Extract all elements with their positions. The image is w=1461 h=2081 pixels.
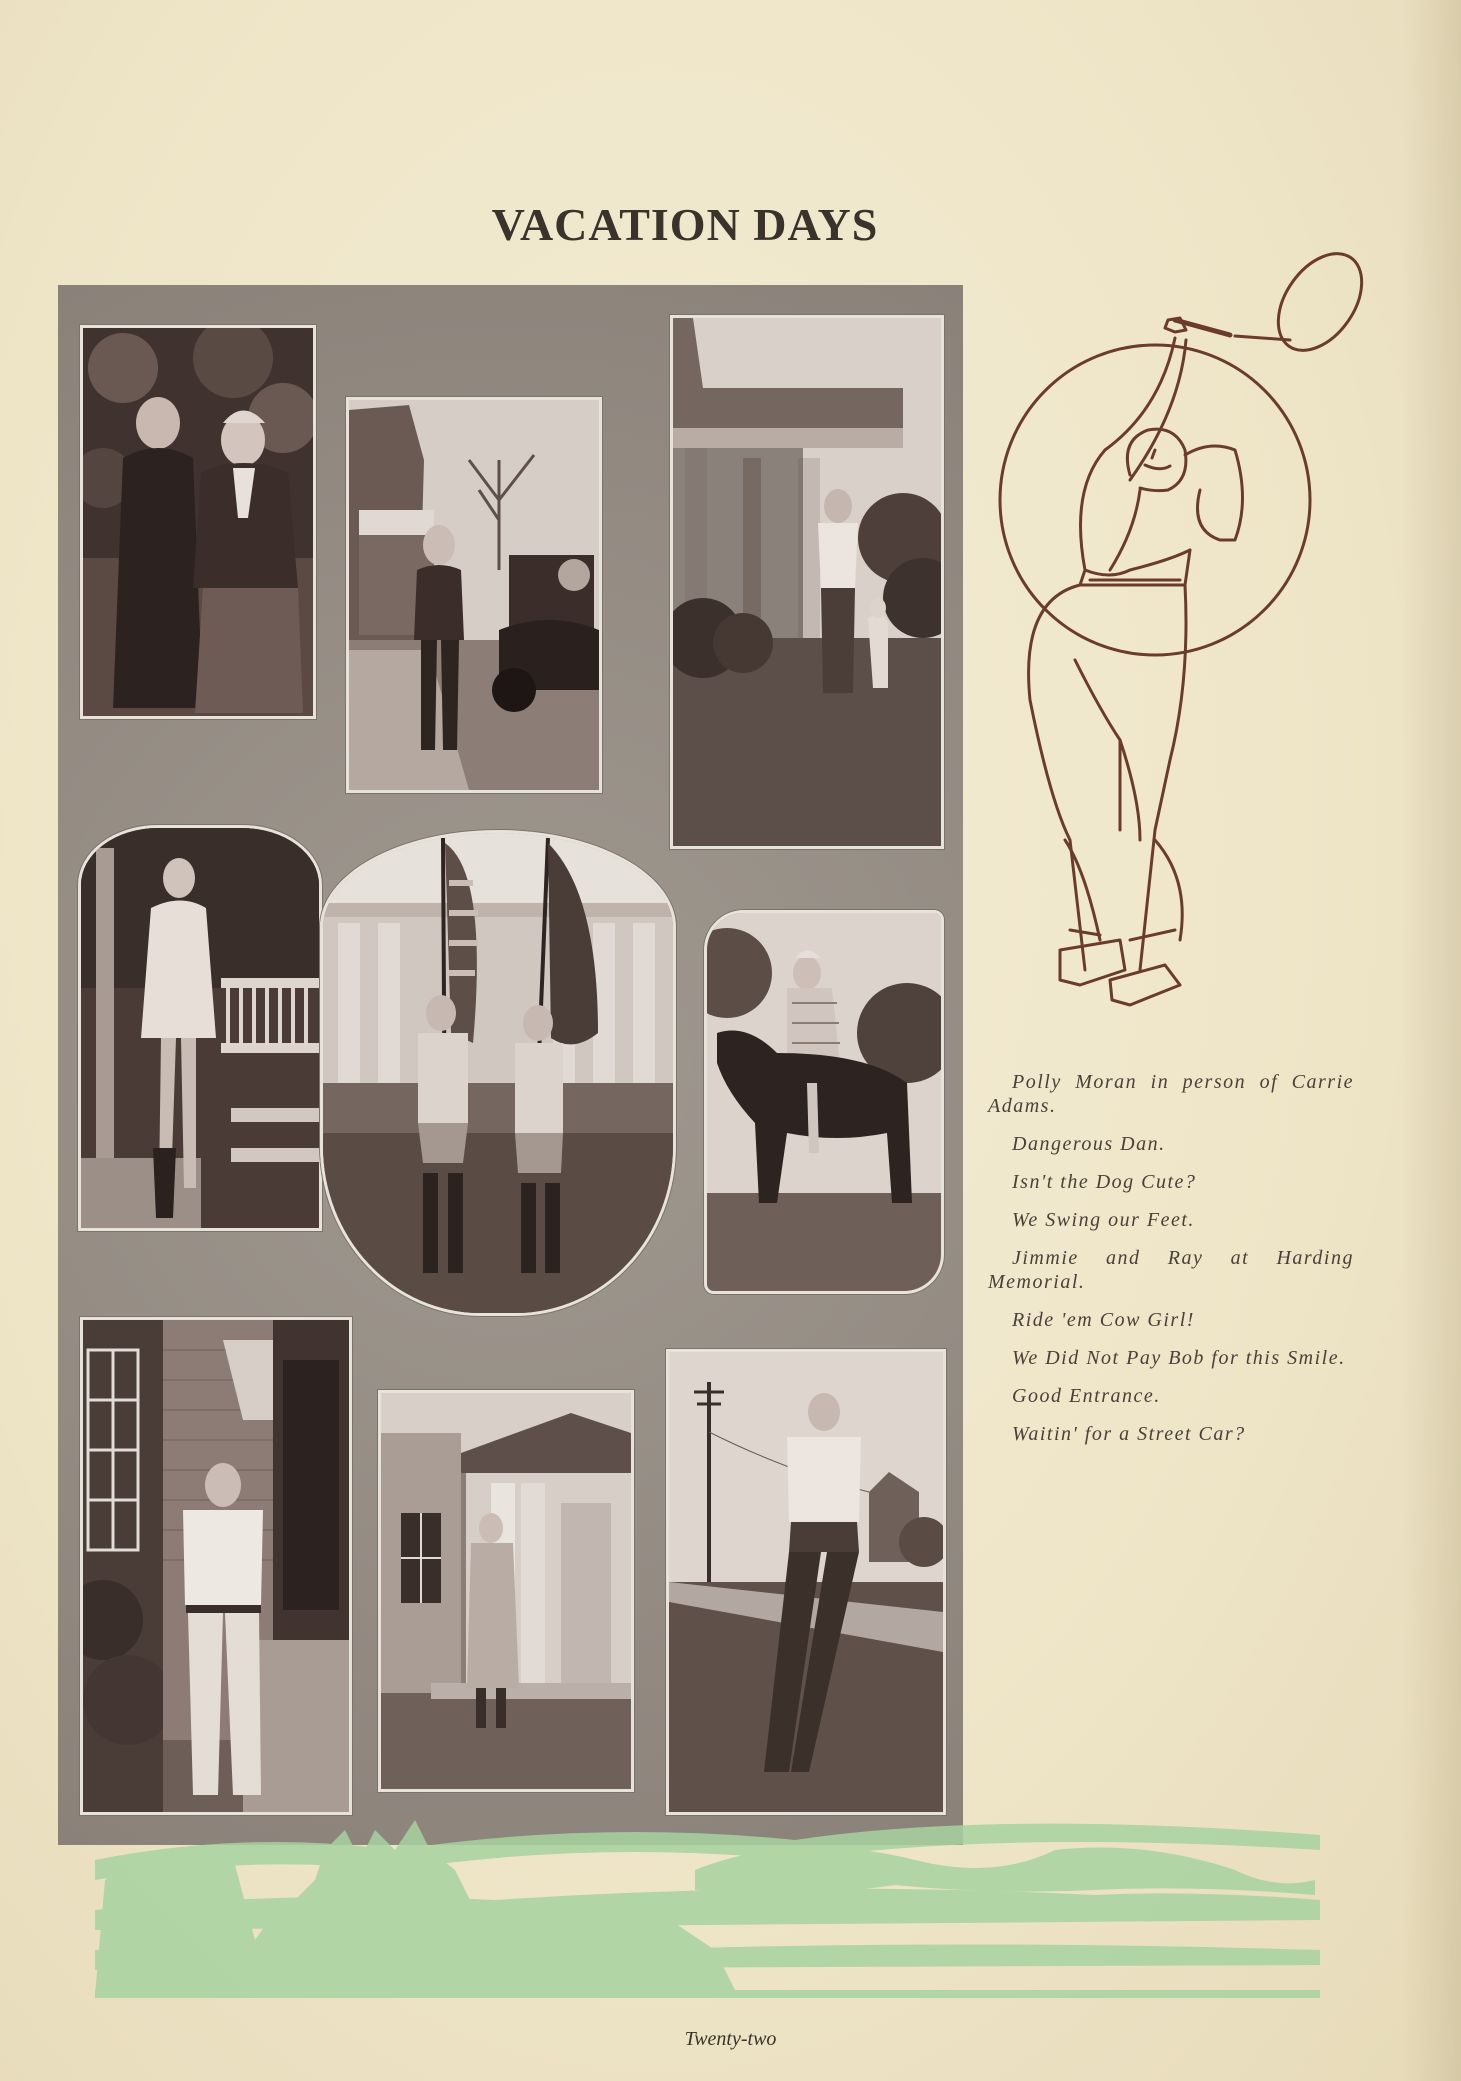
landscape-banner-illustration [95,1790,1320,2005]
caption-item: Isn't the Dog Cute? [1012,1171,1197,1193]
tennis-player-illustration [990,240,1400,1020]
photo-smiling-man-brick-wall [80,1317,352,1815]
caption-item: Ride 'em Cow Girl! [1012,1309,1195,1331]
page-edge-shadow [1401,0,1461,2081]
photo-man-by-car [346,397,602,793]
caption-item: Good Entrance. [1012,1385,1161,1407]
photo-woman-on-porch-rail [78,825,322,1231]
photo-man-by-street [666,1349,946,1815]
photo-two-women [80,325,316,719]
page-number: Twenty-two [684,2028,777,2050]
photo-boys-with-flags-memorial [320,830,676,1316]
page-title: VACATION DAYS [491,199,879,250]
caption-list [988,1070,1354,1460]
photo-woman-on-horse [704,910,944,1294]
caption-item: Polly Moran in person of Carrie Adams. [988,1071,1354,1117]
photo-man-with-dog-porch [670,315,944,849]
caption-item: Dangerous Dan. [1012,1133,1166,1155]
caption-item: We Swing our Feet. [1012,1209,1195,1231]
photo-woman-at-entrance [378,1390,634,1792]
photo-mat [58,285,963,1845]
caption-item: We Did Not Pay Bob for this Smile. [1012,1347,1346,1369]
caption-item: Jimmie and Ray at Harding Memorial. [988,1247,1354,1293]
caption-item: Waitin' for a Street Car? [1012,1423,1246,1445]
